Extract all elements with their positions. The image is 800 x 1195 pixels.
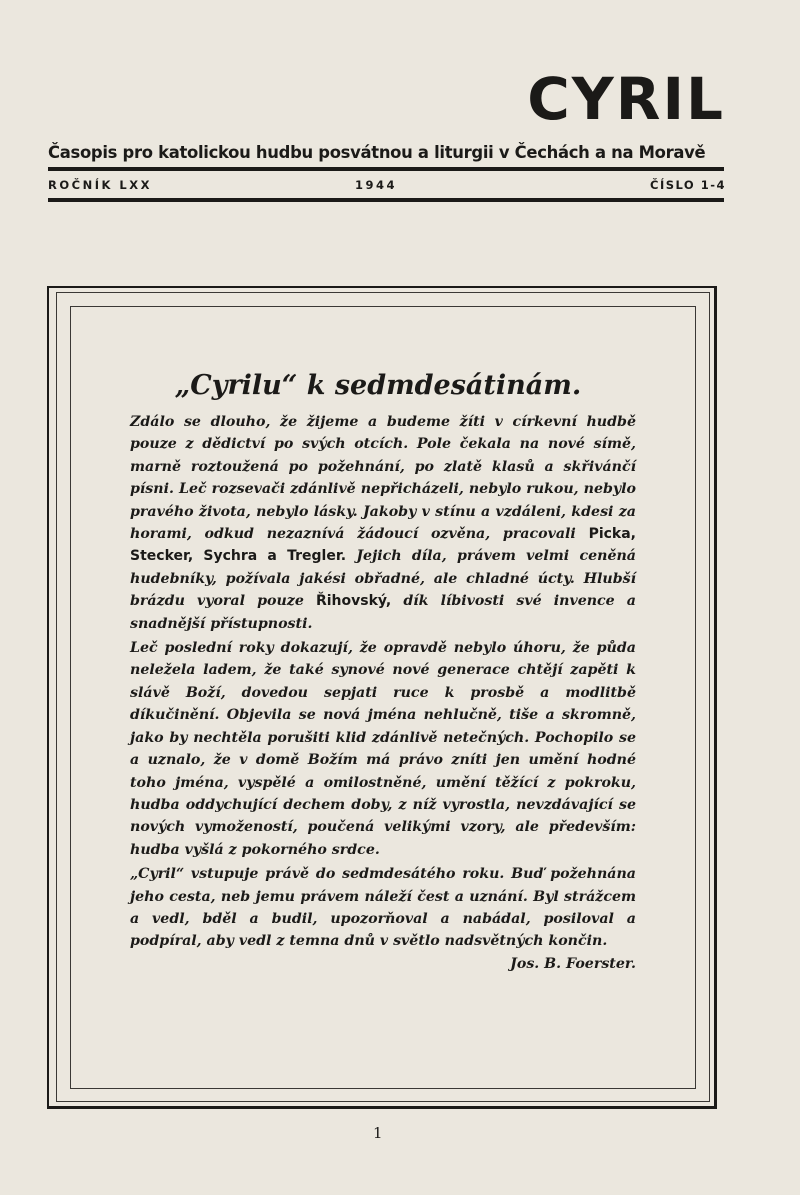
composer-names: Picka, Stecker, Sychra a Tregler. [130,526,636,565]
page-number: 1 [373,1124,383,1142]
signature: Jos. B. Foerster. [510,955,636,972]
composer-name-rihovsky: Řihovský, [315,593,392,610]
paragraph-3 [130,863,636,972]
volume-label: ROČNÍK LXX [48,178,152,192]
issue-label: ČÍSLO 1-4 [650,178,726,192]
article [130,370,636,975]
article-heading: „Cyrilu“ k sedmdesátinám. [174,370,582,401]
journal-title: CYRIL [527,65,725,133]
journal-subtitle: Časopis pro katolickou hudbu posvátnou a liturgii v Čechách a na Moravě [48,143,706,162]
p1-text-a: Zdálo se dlouho, že žijeme a budeme žíti v církevní hudbě pouze z dědictví po svých otcích. Pole čekala na nové símě, marně roztoužená po požehnání, po zlatě klasů a skřivánčí písni. Leč rozsevači zdánlivě nepřicházeli, nebylo rukou, nebylo pravého života, nebylo lásky. Jakoby v stínu a vzdáleni, kdesi za horami, odkud nezaznívá žádoucí ozvěna, pracovali [130,414,636,543]
p1-text-c: dík líbivosti své invence a snadnější přístupnosti. [130,593,636,632]
paragraph-2: Leč poslední roky dokazují, že opravdě nebylo úhoru, že půda neležela ladem, že také synové nové generace chtějí zapěti k slávě Boží, dovedou sepjati ruce k prosbě a modlitbě díkučinění. Objevila se nová jména nehlučně, tiše a skromně, jako by nechtěla porušiti klid zdánlivě netečných. Pochopilo se a uznalo, že v domě Božím má právo zníti jen umění hodné toho jména, vyspělé a omilostněné, umění těžící z pokroku, hudba oddychující dechem doby, z níž vyrostla, nevzdávající se nových vymožeností, poučená velikými vzory, ale především: hudba vyšlá z pokorného srdce. [130,640,636,858]
year-label: 1944 [355,178,398,192]
header-rule-bottom [48,198,724,202]
header-rule-top [48,167,724,171]
p3-text: „Cyril“ vstupuje právě do sedmdesátého roku. Buď požehnána jeho cesta, neb jemu právem náleží čest a uznání. Byl strážcem a vedl, bděl a budil, upozorňoval a nabádal, posiloval a podpíral, aby vedl z temna dnů v světlo nadsvětných končin. [130,866,636,950]
paragraph-1 [130,411,636,635]
p1-text-b: Jejich díla, právem velmi ceněná hudebníky, požívala jakési obřadné, ale chladné úcty. Hlubší brázdu vyoral pouze [130,548,636,610]
